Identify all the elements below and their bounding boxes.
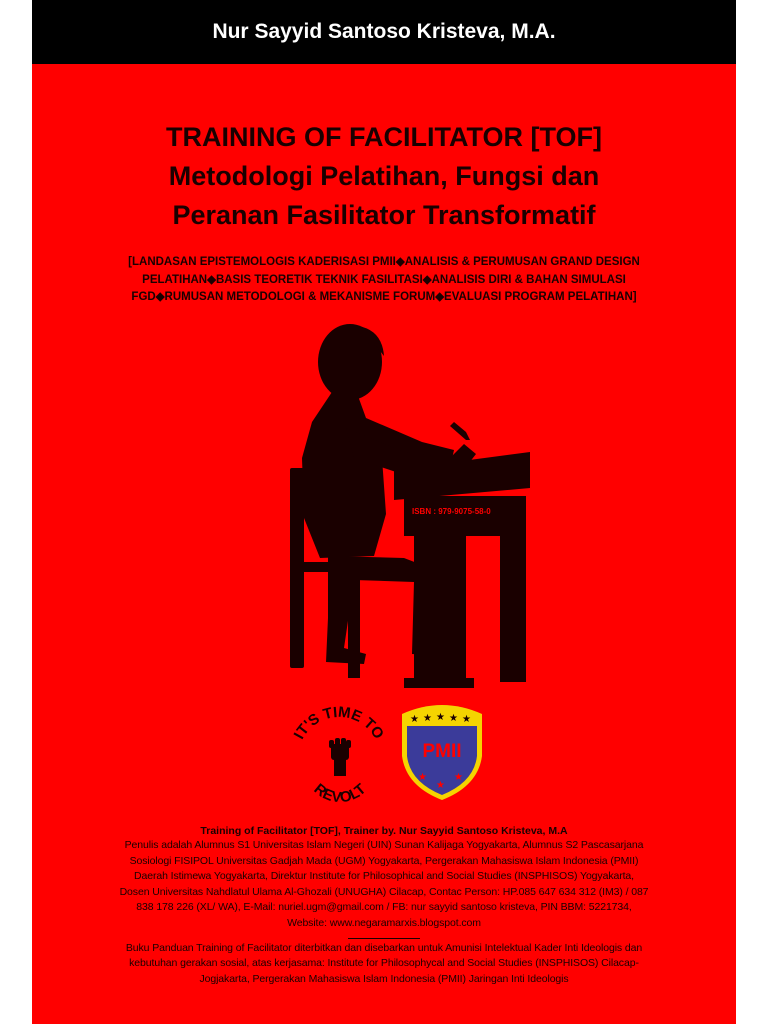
- student-writing-illustration: [254, 318, 530, 690]
- footer-title: Training of Facilitator [TOF], Trainer by. Nur Sayyid Santoso Kristeva, M.A: [200, 825, 568, 837]
- publisher-note: Buku Panduan Training of Facilitator diterbitkan dan disebarkan untuk Amunisi Intelektual Kader Inti Ideologis dan kebutuhan gerakan sosial, atas kerjasama: Institute for Philosophycal and Social Studies (INSPHISOS) Cilacap-Jogjakarta, Pergerakan Mahasiswa Islam Indonesia (PMII) Jaringan Inti Ideologis: [125, 941, 643, 985]
- author-bar: [32, 0, 736, 64]
- book-cover: [32, 0, 736, 1024]
- its-time-to-revolt-logo: [284, 700, 394, 810]
- title-line-1: TRAINING OF FACILITATOR [TOF]: [166, 122, 602, 152]
- svg-text:★: ★: [436, 780, 445, 791]
- author-name: Nur Sayyid Santoso Kristeva, M.A.: [212, 20, 556, 43]
- svg-text:★: ★: [462, 714, 471, 725]
- svg-text:★: ★: [449, 713, 458, 724]
- svg-text:★: ★: [436, 712, 445, 723]
- divider: [348, 938, 420, 939]
- author-bio: Penulis adalah Alumnus S1 Universitas Islam Negeri (UIN) Sunan Kalijaga Yogyakarta, Alumnus S2 Pascasarjana Sosiologi FISIPOL Universitas Gadjah Mada (UGM) Yogyakarta, Pergerakan Mahasiswa Islam Indonesia (PMII) Daerah Istimewa Yogyakarta, Direktur Institute for Philosophical and Social Studies (INSPHISOS) Yogyakarta, Dosen Universitas Nahdlatul Ulama Al-Ghozali (UNUGHA) Cilacap, Contac Person: HP.085 647 634 312 (IM3) / 087 838 178 226 (XL/ WA), E-Mail: nuriel.ugm@gmail.com / FB: nur sayyid santoso kristeva, PIN BBM: 5221734, Website: www.negaramarxis.blogspot.com: [119, 839, 649, 929]
- logo-top-text: IT'S TIME TO: [290, 703, 388, 743]
- book-subtitle: [LANDASAN EPISTEMOLOGIS KADERISASI PMII◆ANALISIS & PERUMUSAN GRAND DESIGN PELATIHAN◆BASIS TEORETIK TEKNIK FASILITASI◆ANALISIS DIRI & BAHAN SIMULASI FGD◆RUMUSAN METODOLOGI & MEKANISME FORUM◆EVALUASI PROGRAM PELATIHAN]: [128, 256, 640, 303]
- book-title: [32, 118, 736, 235]
- pmii-logo-text: PMII: [422, 741, 462, 762]
- svg-text:★: ★: [418, 772, 427, 783]
- svg-text:★: ★: [423, 713, 432, 724]
- svg-text:★: ★: [454, 772, 463, 783]
- footer: [118, 824, 650, 987]
- title-line-3: Peranan Fasilitator Transformatif: [172, 200, 596, 230]
- title-line-2: Metodologi Pelatihan, Fungsi dan: [168, 161, 600, 191]
- pmii-shield-logo: [398, 700, 486, 802]
- logo-bottom-text: REVOLT: [310, 780, 370, 807]
- svg-text:★: ★: [410, 714, 419, 725]
- isbn-label: ISBN : 979-9075-58-0: [412, 507, 491, 516]
